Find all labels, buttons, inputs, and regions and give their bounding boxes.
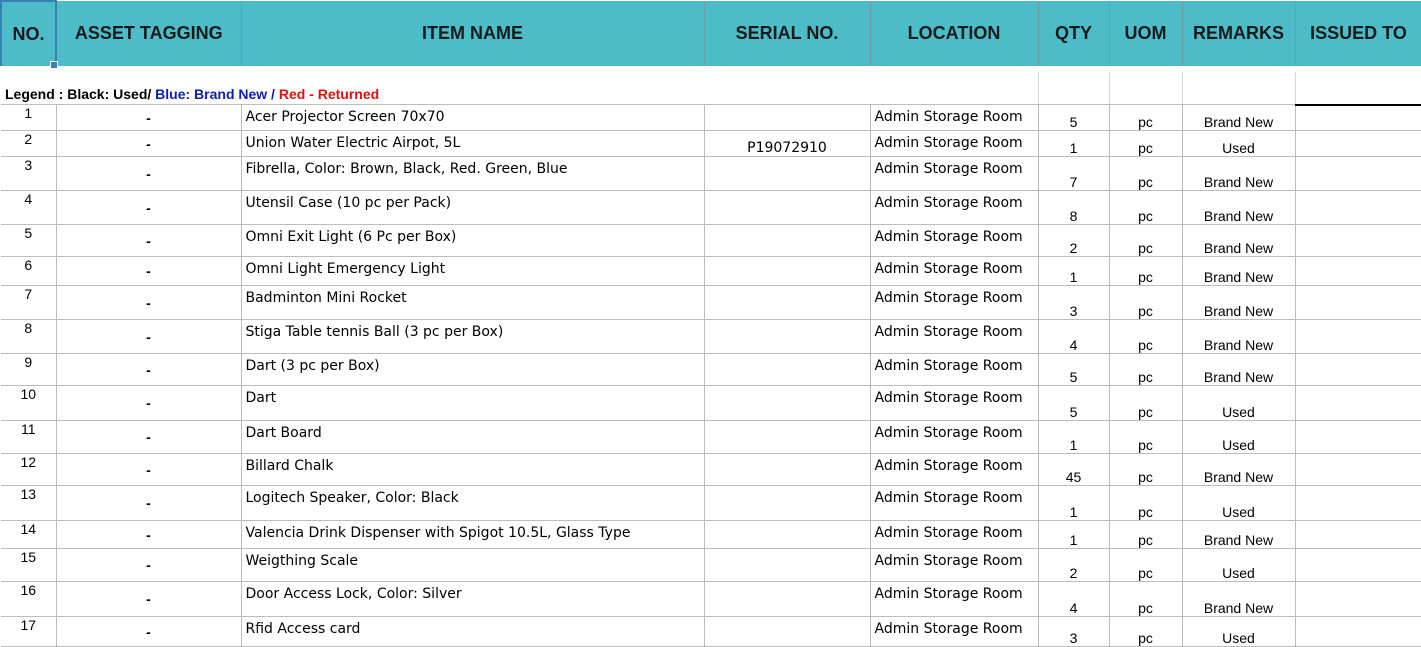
cell-location[interactable]: Admin Storage Room (870, 549, 1038, 582)
cell-uom[interactable]: pc (1109, 354, 1182, 386)
cell-no[interactable]: 6 (1, 257, 56, 286)
cell-qty[interactable]: 5 (1038, 354, 1109, 386)
cell-qty[interactable]: 5 (1038, 386, 1109, 421)
header-issued-to[interactable]: ISSUED TO (1295, 1, 1421, 69)
cell-issued-to[interactable] (1295, 320, 1421, 354)
cell-qty[interactable]: 1 (1038, 421, 1109, 454)
table-row (1, 257, 1421, 286)
cell-asset-tagging[interactable]: - (56, 131, 241, 157)
cell-qty[interactable]: 4 (1038, 582, 1109, 617)
header-remarks[interactable]: REMARKS (1182, 1, 1295, 69)
cell-item-name[interactable]: Rfid Access card (241, 617, 704, 647)
cell-location[interactable]: Admin Storage Room (870, 157, 1038, 191)
table-row (1, 582, 1421, 617)
selection-fill-handle[interactable] (50, 61, 58, 69)
cell-issued-to[interactable] (1295, 225, 1421, 257)
cell-item-name[interactable]: Acer Projector Screen 70x70 (241, 105, 704, 131)
cell-no[interactable]: 15 (1, 549, 56, 582)
cell-remarks[interactable]: Brand New (1182, 257, 1295, 286)
cell-asset-tagging[interactable]: - (56, 105, 241, 131)
cell-uom[interactable]: pc (1109, 582, 1182, 617)
cell-uom[interactable]: pc (1109, 225, 1182, 257)
table-row (1, 286, 1421, 320)
header-uom[interactable]: UOM (1109, 1, 1182, 69)
cell-item-name[interactable]: Stiga Table tennis Ball (3 pc per Box) (241, 320, 704, 354)
cell-item-name[interactable]: Dart (3 pc per Box) (241, 354, 704, 386)
cell-item-name[interactable]: Valencia Drink Dispenser with Spigot 10.5L, Glass Type (241, 521, 704, 549)
cell-asset-tagging[interactable]: - (56, 225, 241, 257)
cell-item-name[interactable]: Omni Light Emergency Light (241, 257, 704, 286)
cell-location[interactable]: Admin Storage Room (870, 131, 1038, 157)
cell-remarks[interactable]: Used (1182, 549, 1295, 582)
cell-no[interactable]: 8 (1, 320, 56, 354)
cell-serial-no[interactable]: P19072910 (704, 131, 870, 157)
cell-item-name[interactable]: Dart (241, 386, 704, 421)
cell-location[interactable]: Admin Storage Room (870, 225, 1038, 257)
cell-uom[interactable]: pc (1109, 386, 1182, 421)
legend-blank-qty[interactable] (1038, 69, 1109, 105)
cell-issued-to[interactable] (1295, 257, 1421, 286)
cell-location[interactable]: Admin Storage Room (870, 582, 1038, 617)
table-row (1, 486, 1421, 521)
table-row (1, 105, 1421, 131)
cell-no[interactable]: 4 (1, 191, 56, 225)
table-row (1, 521, 1421, 549)
cell-location[interactable]: Admin Storage Room (870, 320, 1038, 354)
cell-issued-to[interactable] (1295, 354, 1421, 386)
cell-remarks[interactable]: Brand New (1182, 521, 1295, 549)
table-row (1, 354, 1421, 386)
cell-item-name[interactable]: Door Access Lock, Color: Silver (241, 582, 704, 617)
legend-cell[interactable] (1, 69, 1038, 105)
legend-row (1, 69, 1421, 105)
cell-remarks[interactable]: Used (1182, 421, 1295, 454)
table-row (1, 320, 1421, 354)
cell-serial-no[interactable] (704, 105, 870, 131)
cell-uom[interactable]: pc (1109, 105, 1182, 131)
cell-item-name[interactable]: Badminton Mini Rocket (241, 286, 704, 320)
cell-uom[interactable]: pc (1109, 454, 1182, 486)
cell-uom[interactable]: pc (1109, 157, 1182, 191)
cell-serial-no[interactable] (704, 191, 870, 225)
cell-location[interactable]: Admin Storage Room (870, 521, 1038, 549)
table-row (1, 225, 1421, 257)
cell-remarks[interactable]: Used (1182, 486, 1295, 521)
cell-asset-tagging[interactable]: - (56, 521, 241, 549)
cell-serial-no[interactable] (704, 386, 870, 421)
cell-serial-no[interactable] (704, 157, 870, 191)
cell-issued-to[interactable] (1295, 386, 1421, 421)
header-serial-no[interactable]: SERIAL NO. (704, 1, 870, 69)
cell-location[interactable]: Admin Storage Room (870, 486, 1038, 521)
cell-remarks[interactable]: Brand New (1182, 320, 1295, 354)
cell-issued-to[interactable] (1295, 454, 1421, 486)
cell-asset-tagging[interactable]: - (56, 191, 241, 225)
cell-issued-to[interactable] (1295, 105, 1421, 131)
cell-serial-no[interactable] (704, 257, 870, 286)
cell-uom[interactable]: pc (1109, 521, 1182, 549)
cell-item-name[interactable]: Utensil Case (10 pc per Pack) (241, 191, 704, 225)
cell-issued-to[interactable] (1295, 286, 1421, 320)
header-location[interactable]: LOCATION (870, 1, 1038, 69)
cell-item-name[interactable]: Omni Exit Light (6 Pc per Box) (241, 225, 704, 257)
cell-issued-to[interactable] (1295, 549, 1421, 582)
table-row (1, 157, 1421, 191)
cell-asset-tagging[interactable]: - (56, 549, 241, 582)
cell-serial-no[interactable] (704, 582, 870, 617)
table-row (1, 386, 1421, 421)
cell-no[interactable]: 13 (1, 486, 56, 521)
cell-qty[interactable]: 3 (1038, 617, 1109, 647)
cell-no[interactable]: 10 (1, 386, 56, 421)
cell-qty[interactable]: 3 (1038, 286, 1109, 320)
header-qty[interactable]: QTY (1038, 1, 1109, 69)
cell-item-name[interactable]: Logitech Speaker, Color: Black (241, 486, 704, 521)
cell-remarks[interactable]: Brand New (1182, 105, 1295, 131)
cell-qty[interactable]: 1 (1038, 131, 1109, 157)
cell-asset-tagging[interactable]: - (56, 157, 241, 191)
cell-serial-no[interactable] (704, 549, 870, 582)
cell-item-name[interactable]: Billard Chalk (241, 454, 704, 486)
cell-remarks[interactable]: Brand New (1182, 157, 1295, 191)
cell-no[interactable]: 12 (1, 454, 56, 486)
cell-qty[interactable]: 8 (1038, 191, 1109, 225)
legend-returned: Red - Returned (274, 86, 380, 102)
cell-location[interactable]: Admin Storage Room (870, 257, 1038, 286)
cell-qty[interactable]: 1 (1038, 521, 1109, 549)
cell-no[interactable]: 17 (1, 617, 56, 647)
cell-qty[interactable]: 5 (1038, 105, 1109, 131)
cell-asset-tagging[interactable]: - (56, 386, 241, 421)
cell-issued-to[interactable] (1295, 421, 1421, 454)
cell-item-name[interactable]: Weigthing Scale (241, 549, 704, 582)
legend-blank-remarks[interactable] (1182, 69, 1295, 105)
table-row (1, 617, 1421, 647)
cell-issued-to[interactable] (1295, 521, 1421, 549)
cell-uom[interactable]: pc (1109, 617, 1182, 647)
cell-no[interactable]: 1 (1, 105, 56, 131)
cell-serial-no[interactable] (704, 225, 870, 257)
cell-uom[interactable]: pc (1109, 191, 1182, 225)
legend-blank-issued[interactable] (1295, 69, 1421, 105)
cell-location[interactable]: Admin Storage Room (870, 454, 1038, 486)
cell-qty[interactable]: 4 (1038, 320, 1109, 354)
header-item-name[interactable]: ITEM NAME (241, 1, 704, 69)
cell-no[interactable]: 14 (1, 521, 56, 549)
legend-blank-uom[interactable] (1109, 69, 1182, 105)
cell-remarks[interactable]: Brand New (1182, 191, 1295, 225)
cell-location[interactable]: Admin Storage Room (870, 386, 1038, 421)
cell-issued-to[interactable] (1295, 582, 1421, 617)
cell-uom[interactable]: pc (1109, 257, 1182, 286)
cell-issued-to[interactable] (1295, 191, 1421, 225)
cell-uom[interactable]: pc (1109, 421, 1182, 454)
cell-uom[interactable]: pc (1109, 486, 1182, 521)
cell-asset-tagging[interactable]: - (56, 582, 241, 617)
cell-remarks[interactable]: Brand New (1182, 286, 1295, 320)
cell-location[interactable]: Admin Storage Room (870, 354, 1038, 386)
cell-uom[interactable]: pc (1109, 286, 1182, 320)
table-row (1, 191, 1421, 225)
cell-uom[interactable]: pc (1109, 549, 1182, 582)
cell-uom[interactable]: pc (1109, 320, 1182, 354)
cell-location[interactable]: Admin Storage Room (870, 191, 1038, 225)
cell-asset-tagging[interactable]: - (56, 617, 241, 647)
cell-serial-no[interactable] (704, 286, 870, 320)
cell-qty[interactable]: 2 (1038, 225, 1109, 257)
legend-used: Legend : Black: Used/ (5, 86, 152, 102)
cell-qty[interactable]: 1 (1038, 486, 1109, 521)
header-no[interactable]: NO. (1, 1, 56, 69)
cell-location[interactable]: Admin Storage Room (870, 617, 1038, 647)
cell-issued-to[interactable] (1295, 486, 1421, 521)
cell-remarks[interactable]: Used (1182, 131, 1295, 157)
table-row (1, 454, 1421, 486)
cell-serial-no[interactable] (704, 320, 870, 354)
cell-uom[interactable]: pc (1109, 131, 1182, 157)
cell-issued-to[interactable] (1295, 131, 1421, 157)
cell-item-name[interactable]: Union Water Electric Airpot, 5L (241, 131, 704, 157)
header-asset-tagging[interactable]: ASSET TAGGING (56, 1, 241, 69)
cell-item-name[interactable]: Fibrella, Color: Brown, Black, Red. Green, Blue (241, 157, 704, 191)
table-row (1, 421, 1421, 454)
cell-serial-no[interactable] (704, 421, 870, 454)
cell-serial-no[interactable] (704, 521, 870, 549)
cell-serial-no[interactable] (704, 354, 870, 386)
cell-location[interactable]: Admin Storage Room (870, 286, 1038, 320)
legend-brand-new: Blue: Brand New / (151, 86, 275, 102)
cell-no[interactable]: 3 (1, 157, 56, 191)
cell-no[interactable]: 16 (1, 582, 56, 617)
table-row (1, 549, 1421, 582)
cell-no[interactable]: 2 (1, 131, 56, 157)
header-row (1, 1, 1421, 69)
cell-serial-no[interactable] (704, 454, 870, 486)
cell-asset-tagging[interactable]: - (56, 421, 241, 454)
cell-remarks[interactable]: Brand New (1182, 354, 1295, 386)
cell-remarks[interactable]: Used (1182, 386, 1295, 421)
cell-qty[interactable]: 2 (1038, 549, 1109, 582)
cell-no[interactable]: 9 (1, 354, 56, 386)
item-rows (1, 105, 1421, 647)
cell-serial-no[interactable] (704, 617, 870, 647)
cell-asset-tagging[interactable]: - (56, 320, 241, 354)
cell-location[interactable]: Admin Storage Room (870, 421, 1038, 454)
cell-remarks[interactable]: Brand New (1182, 582, 1295, 617)
cell-no[interactable]: 11 (1, 421, 56, 454)
cell-asset-tagging[interactable]: - (56, 257, 241, 286)
cell-issued-to[interactable] (1295, 617, 1421, 647)
cell-remarks[interactable]: Used (1182, 617, 1295, 647)
cell-item-name[interactable]: Dart Board (241, 421, 704, 454)
cell-asset-tagging[interactable]: - (56, 454, 241, 486)
cell-asset-tagging[interactable]: - (56, 354, 241, 386)
table-row (1, 131, 1421, 157)
cell-location[interactable]: Admin Storage Room (870, 105, 1038, 131)
cell-issued-to[interactable] (1295, 157, 1421, 191)
cell-asset-tagging[interactable]: - (56, 486, 241, 521)
cell-remarks[interactable]: Brand New (1182, 225, 1295, 257)
cell-qty[interactable]: 1 (1038, 257, 1109, 286)
cell-qty[interactable]: 45 (1038, 454, 1109, 486)
cell-asset-tagging[interactable]: - (56, 286, 241, 320)
cell-qty[interactable]: 7 (1038, 157, 1109, 191)
cell-no[interactable]: 5 (1, 225, 56, 257)
cell-serial-no[interactable] (704, 486, 870, 521)
cell-remarks[interactable]: Brand New (1182, 454, 1295, 486)
cell-no[interactable]: 7 (1, 286, 56, 320)
